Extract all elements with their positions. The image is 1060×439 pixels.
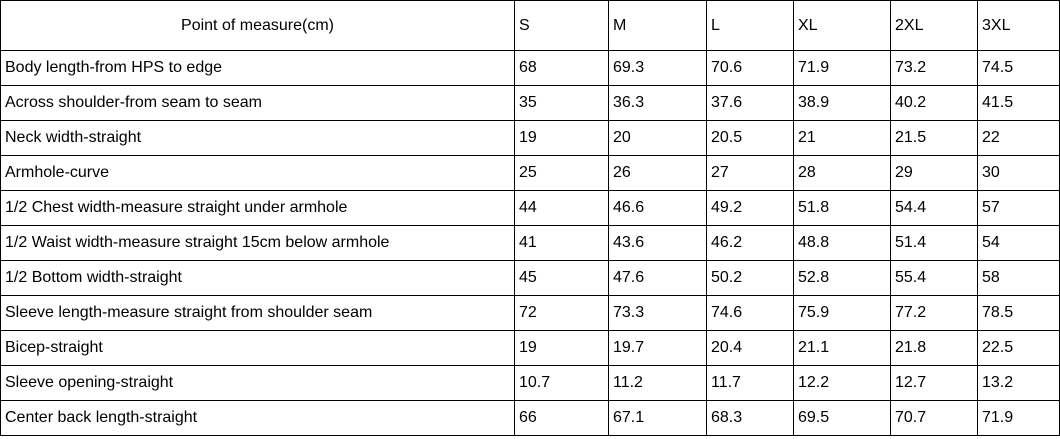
value-cell: 70.6 [707, 51, 794, 86]
table-row [1, 156, 1060, 191]
value-cell: 10.7 [515, 366, 609, 401]
value-cell: 47.6 [609, 261, 707, 296]
value-cell: 21.5 [891, 121, 978, 156]
value-cell: 19.7 [609, 331, 707, 366]
value-cell: 73.2 [891, 51, 978, 86]
measure-label: Body length-from HPS to edge [1, 51, 515, 86]
value-cell: 20.4 [707, 331, 794, 366]
header-size-3xl: 3XL [978, 1, 1060, 51]
header-size-2xl: 2XL [891, 1, 978, 51]
value-cell: 35 [515, 86, 609, 121]
value-cell: 37.6 [707, 86, 794, 121]
value-cell: 22 [978, 121, 1060, 156]
value-cell: 12.2 [794, 366, 891, 401]
value-cell: 20 [609, 121, 707, 156]
value-cell: 74.6 [707, 296, 794, 331]
table-row [1, 86, 1060, 121]
value-cell: 21 [794, 121, 891, 156]
value-cell: 19 [515, 331, 609, 366]
value-cell: 67.1 [609, 401, 707, 436]
value-cell: 11.7 [707, 366, 794, 401]
table-row [1, 121, 1060, 156]
table-row [1, 191, 1060, 226]
header-size-l: L [707, 1, 794, 51]
table-row [1, 366, 1060, 401]
value-cell: 69.5 [794, 401, 891, 436]
value-cell: 28 [794, 156, 891, 191]
value-cell: 30 [978, 156, 1060, 191]
value-cell: 58 [978, 261, 1060, 296]
value-cell: 71.9 [794, 51, 891, 86]
header-size-m: M [609, 1, 707, 51]
value-cell: 19 [515, 121, 609, 156]
value-cell: 11.2 [609, 366, 707, 401]
value-cell: 21.8 [891, 331, 978, 366]
measure-label: Armhole-curve [1, 156, 515, 191]
value-cell: 68 [515, 51, 609, 86]
value-cell: 21.1 [794, 331, 891, 366]
value-cell: 51.8 [794, 191, 891, 226]
measure-label: Center back length-straight [1, 401, 515, 436]
value-cell: 54 [978, 226, 1060, 261]
measure-label: Across shoulder-from seam to seam [1, 86, 515, 121]
value-cell: 49.2 [707, 191, 794, 226]
value-cell: 78.5 [978, 296, 1060, 331]
header-size-xl: XL [794, 1, 891, 51]
value-cell: 22.5 [978, 331, 1060, 366]
value-cell: 29 [891, 156, 978, 191]
value-cell: 12.7 [891, 366, 978, 401]
measure-label: 1/2 Waist width-measure straight 15cm below armhole [1, 226, 515, 261]
value-cell: 75.9 [794, 296, 891, 331]
value-cell: 73.3 [609, 296, 707, 331]
measure-label: 1/2 Chest width-measure straight under armhole [1, 191, 515, 226]
value-cell: 46.6 [609, 191, 707, 226]
measure-label: Bicep-straight [1, 331, 515, 366]
value-cell: 77.2 [891, 296, 978, 331]
table-row [1, 296, 1060, 331]
value-cell: 57 [978, 191, 1060, 226]
value-cell: 69.3 [609, 51, 707, 86]
value-cell: 70.7 [891, 401, 978, 436]
value-cell: 13.2 [978, 366, 1060, 401]
header-point-of-measure: Point of measure(cm) [1, 1, 515, 51]
measure-label: 1/2 Bottom width-straight [1, 261, 515, 296]
value-cell: 38.9 [794, 86, 891, 121]
table-row [1, 401, 1060, 436]
value-cell: 52.8 [794, 261, 891, 296]
value-cell: 66 [515, 401, 609, 436]
value-cell: 41.5 [978, 86, 1060, 121]
value-cell: 68.3 [707, 401, 794, 436]
value-cell: 54.4 [891, 191, 978, 226]
value-cell: 41 [515, 226, 609, 261]
measure-label: Sleeve opening-straight [1, 366, 515, 401]
table-header-row [1, 1, 1060, 51]
value-cell: 20.5 [707, 121, 794, 156]
value-cell: 50.2 [707, 261, 794, 296]
value-cell: 72 [515, 296, 609, 331]
value-cell: 48.8 [794, 226, 891, 261]
table-row [1, 331, 1060, 366]
value-cell: 45 [515, 261, 609, 296]
measure-label: Sleeve length-measure straight from shoulder seam [1, 296, 515, 331]
value-cell: 51.4 [891, 226, 978, 261]
value-cell: 40.2 [891, 86, 978, 121]
value-cell: 44 [515, 191, 609, 226]
value-cell: 71.9 [978, 401, 1060, 436]
value-cell: 43.6 [609, 226, 707, 261]
table-row [1, 51, 1060, 86]
table-row [1, 261, 1060, 296]
measure-label: Neck width-straight [1, 121, 515, 156]
value-cell: 25 [515, 156, 609, 191]
value-cell: 74.5 [978, 51, 1060, 86]
value-cell: 55.4 [891, 261, 978, 296]
value-cell: 27 [707, 156, 794, 191]
value-cell: 46.2 [707, 226, 794, 261]
table-row [1, 226, 1060, 261]
value-cell: 36.3 [609, 86, 707, 121]
value-cell: 26 [609, 156, 707, 191]
header-size-s: S [515, 1, 609, 51]
